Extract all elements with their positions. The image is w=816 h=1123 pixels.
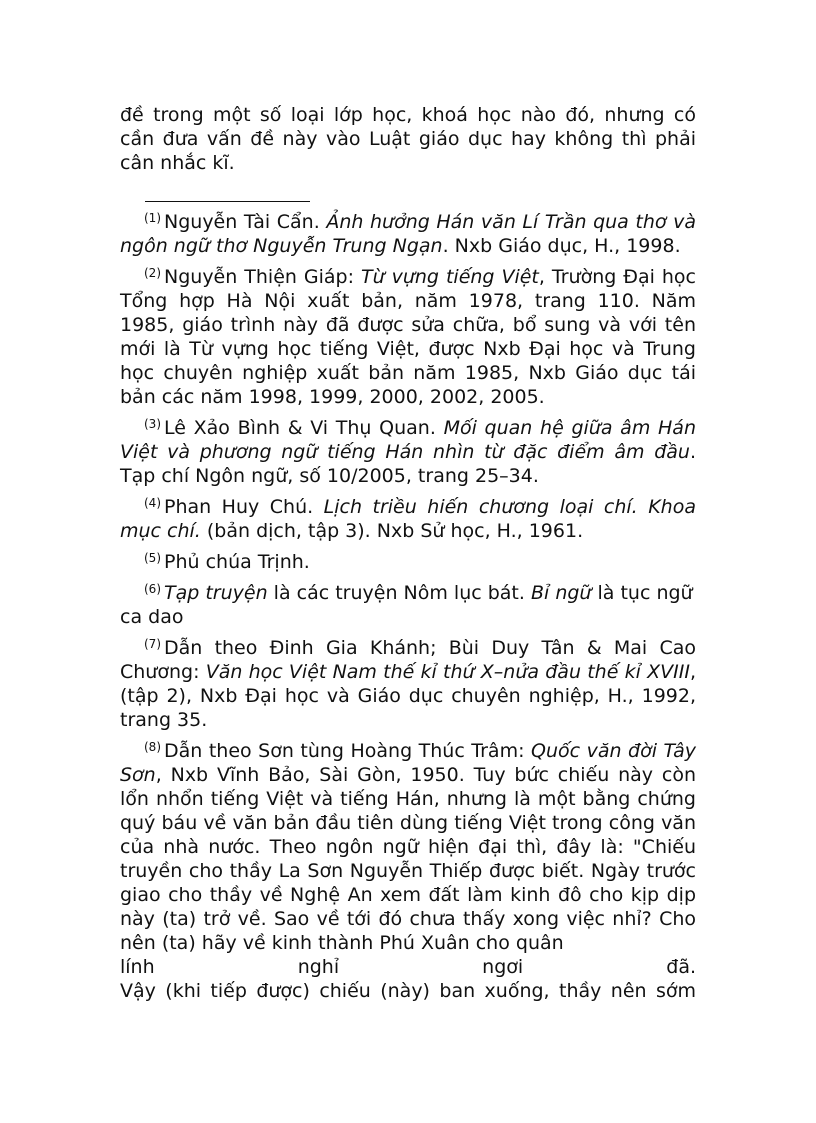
footnote-number: (5) <box>144 551 161 565</box>
footnote-2 <box>120 265 696 409</box>
footnote-number: (4) <box>144 496 161 510</box>
footnote-3 <box>120 416 696 488</box>
footnote-title: Văn học Việt Nam thế kỉ thứ X–nửa đầu thế kỉ XVIII <box>205 661 690 683</box>
footnote-8-body <box>120 739 696 955</box>
footnote-number: (6) <box>144 582 161 596</box>
footnote-6 <box>120 581 696 629</box>
footnote-title: Mối quan hệ giữa âm Hán Việt và phương ngữ tiếng Hán nhìn từ đặc điểm âm đầu <box>120 417 696 463</box>
footnote-8-last-line: Vậy (khi tiếp được) chiếu (này) ban xuống, thầy nên sớm <box>120 980 696 1002</box>
body-paragraph: đề trong một số loại lớp học, khoá học nào đó, nhưng có cần đưa vấn đề này vào Luật giáo dục hay không thì phải cân nhắc kĩ. <box>120 104 696 174</box>
footnote-title: Lịch triều hiến chương loại chí. Khoa mục chí. <box>120 496 696 542</box>
footnote-author: Nguyễn Tài Cẩn. <box>164 211 327 233</box>
footnote-8 <box>120 739 696 1003</box>
footnote-text: là các truyện Nôm lục bát. <box>267 582 531 604</box>
footnote-5 <box>120 550 696 574</box>
footnote-7 <box>120 636 696 732</box>
footnote-author: Nguyễn Thiện Giáp: <box>164 266 361 288</box>
footnote-detail: . Nxb Giáo dục, H., 1998. <box>442 235 681 257</box>
footnote-title: Quốc văn đời Tây Sơn <box>120 740 696 786</box>
footnote-detail: (bản dịch, tập 3). Nxb Sử học, H., 1961. <box>200 520 584 542</box>
footnote-number: (7) <box>144 637 161 651</box>
footnote-term: Bỉ ngữ <box>530 582 592 604</box>
footnote-detail: , (tập 2), Nxb Đại học và Giáo dục chuyên nghiệp, H., 1992, trang 35. <box>120 661 696 731</box>
footnote-text: Phủ chúa Trịnh. <box>164 551 310 573</box>
footnote-term: Tạp truyện <box>164 582 268 604</box>
footnote-detail: , Nxb Vĩnh Bảo, Sài Gòn, 1950. Tuy bức chiếu này còn lổn nhổn tiếng Việt và tiếng Hán, nhưng là một bằng chứng quý báu về văn bản đầu tiên dùng tiếng Việt trong công văn của nhà nước. Theo ngôn ngữ hiện đại thì, đây là: "Chiếu truyền cho thầy La Sơn Nguyễn Thiếp được biết. Ngày trước giao cho thầy về Nghệ An xem đất làm kinh đô cho kịp dịp này (ta) trở về. Sao về tới đó chưa thấy xong việc nhỉ? Cho nên (ta) hãy về kinh thành Phú Xuân cho quân <box>120 764 696 954</box>
footnotes <box>120 210 696 1003</box>
footnote-separator <box>145 201 310 202</box>
footnote-title: Ảnh hưởng Hán văn Lí Trần qua thơ và ngôn ngữ thơ Nguyễn Trung Ngạn <box>120 211 696 257</box>
footnote-number: (8) <box>144 740 161 754</box>
footnote-4 <box>120 495 696 543</box>
footnote-author: Phan Huy Chú. <box>164 496 324 518</box>
footnote-number: (3) <box>144 417 161 431</box>
footnote-8-spread-line: lính nghỉ ngơi đã. <box>120 956 696 978</box>
footnote-detail: . Tạp chí Ngôn ngữ, số 10/2005, trang 25–34. <box>120 441 696 487</box>
footnote-author: Dẫn theo Đinh Gia Khánh; Bùi Duy Tân & Mai Cao Chương: <box>120 637 696 683</box>
footnote-1 <box>120 210 696 258</box>
footnote-text: là tục ngữ ca dao <box>120 582 693 628</box>
footnote-detail: , Trường Đại học Tổng hợp Hà Nội xuất bản, năm 1978, trang 110. Năm 1985, giáo trình này đã được sửa chữa, bổ sung và với tên mới là Từ vựng học tiếng Việt, được Nxb Đại học và Trung học chuyên nghiệp xuất bản năm 1985, Nxb Giáo dục tái bản các năm 1998, 1999, 2000, 2002, 2005. <box>120 266 697 408</box>
footnote-author: Lê Xảo Bình & Vi Thụ Quan. <box>164 417 444 439</box>
footnote-number: (2) <box>144 266 161 280</box>
footnote-title: Từ vựng tiếng Việt <box>360 266 539 288</box>
footnote-author: Dẫn theo Sơn tùng Hoàng Thúc Trâm: <box>164 740 531 762</box>
footnote-number: (1) <box>144 211 161 225</box>
